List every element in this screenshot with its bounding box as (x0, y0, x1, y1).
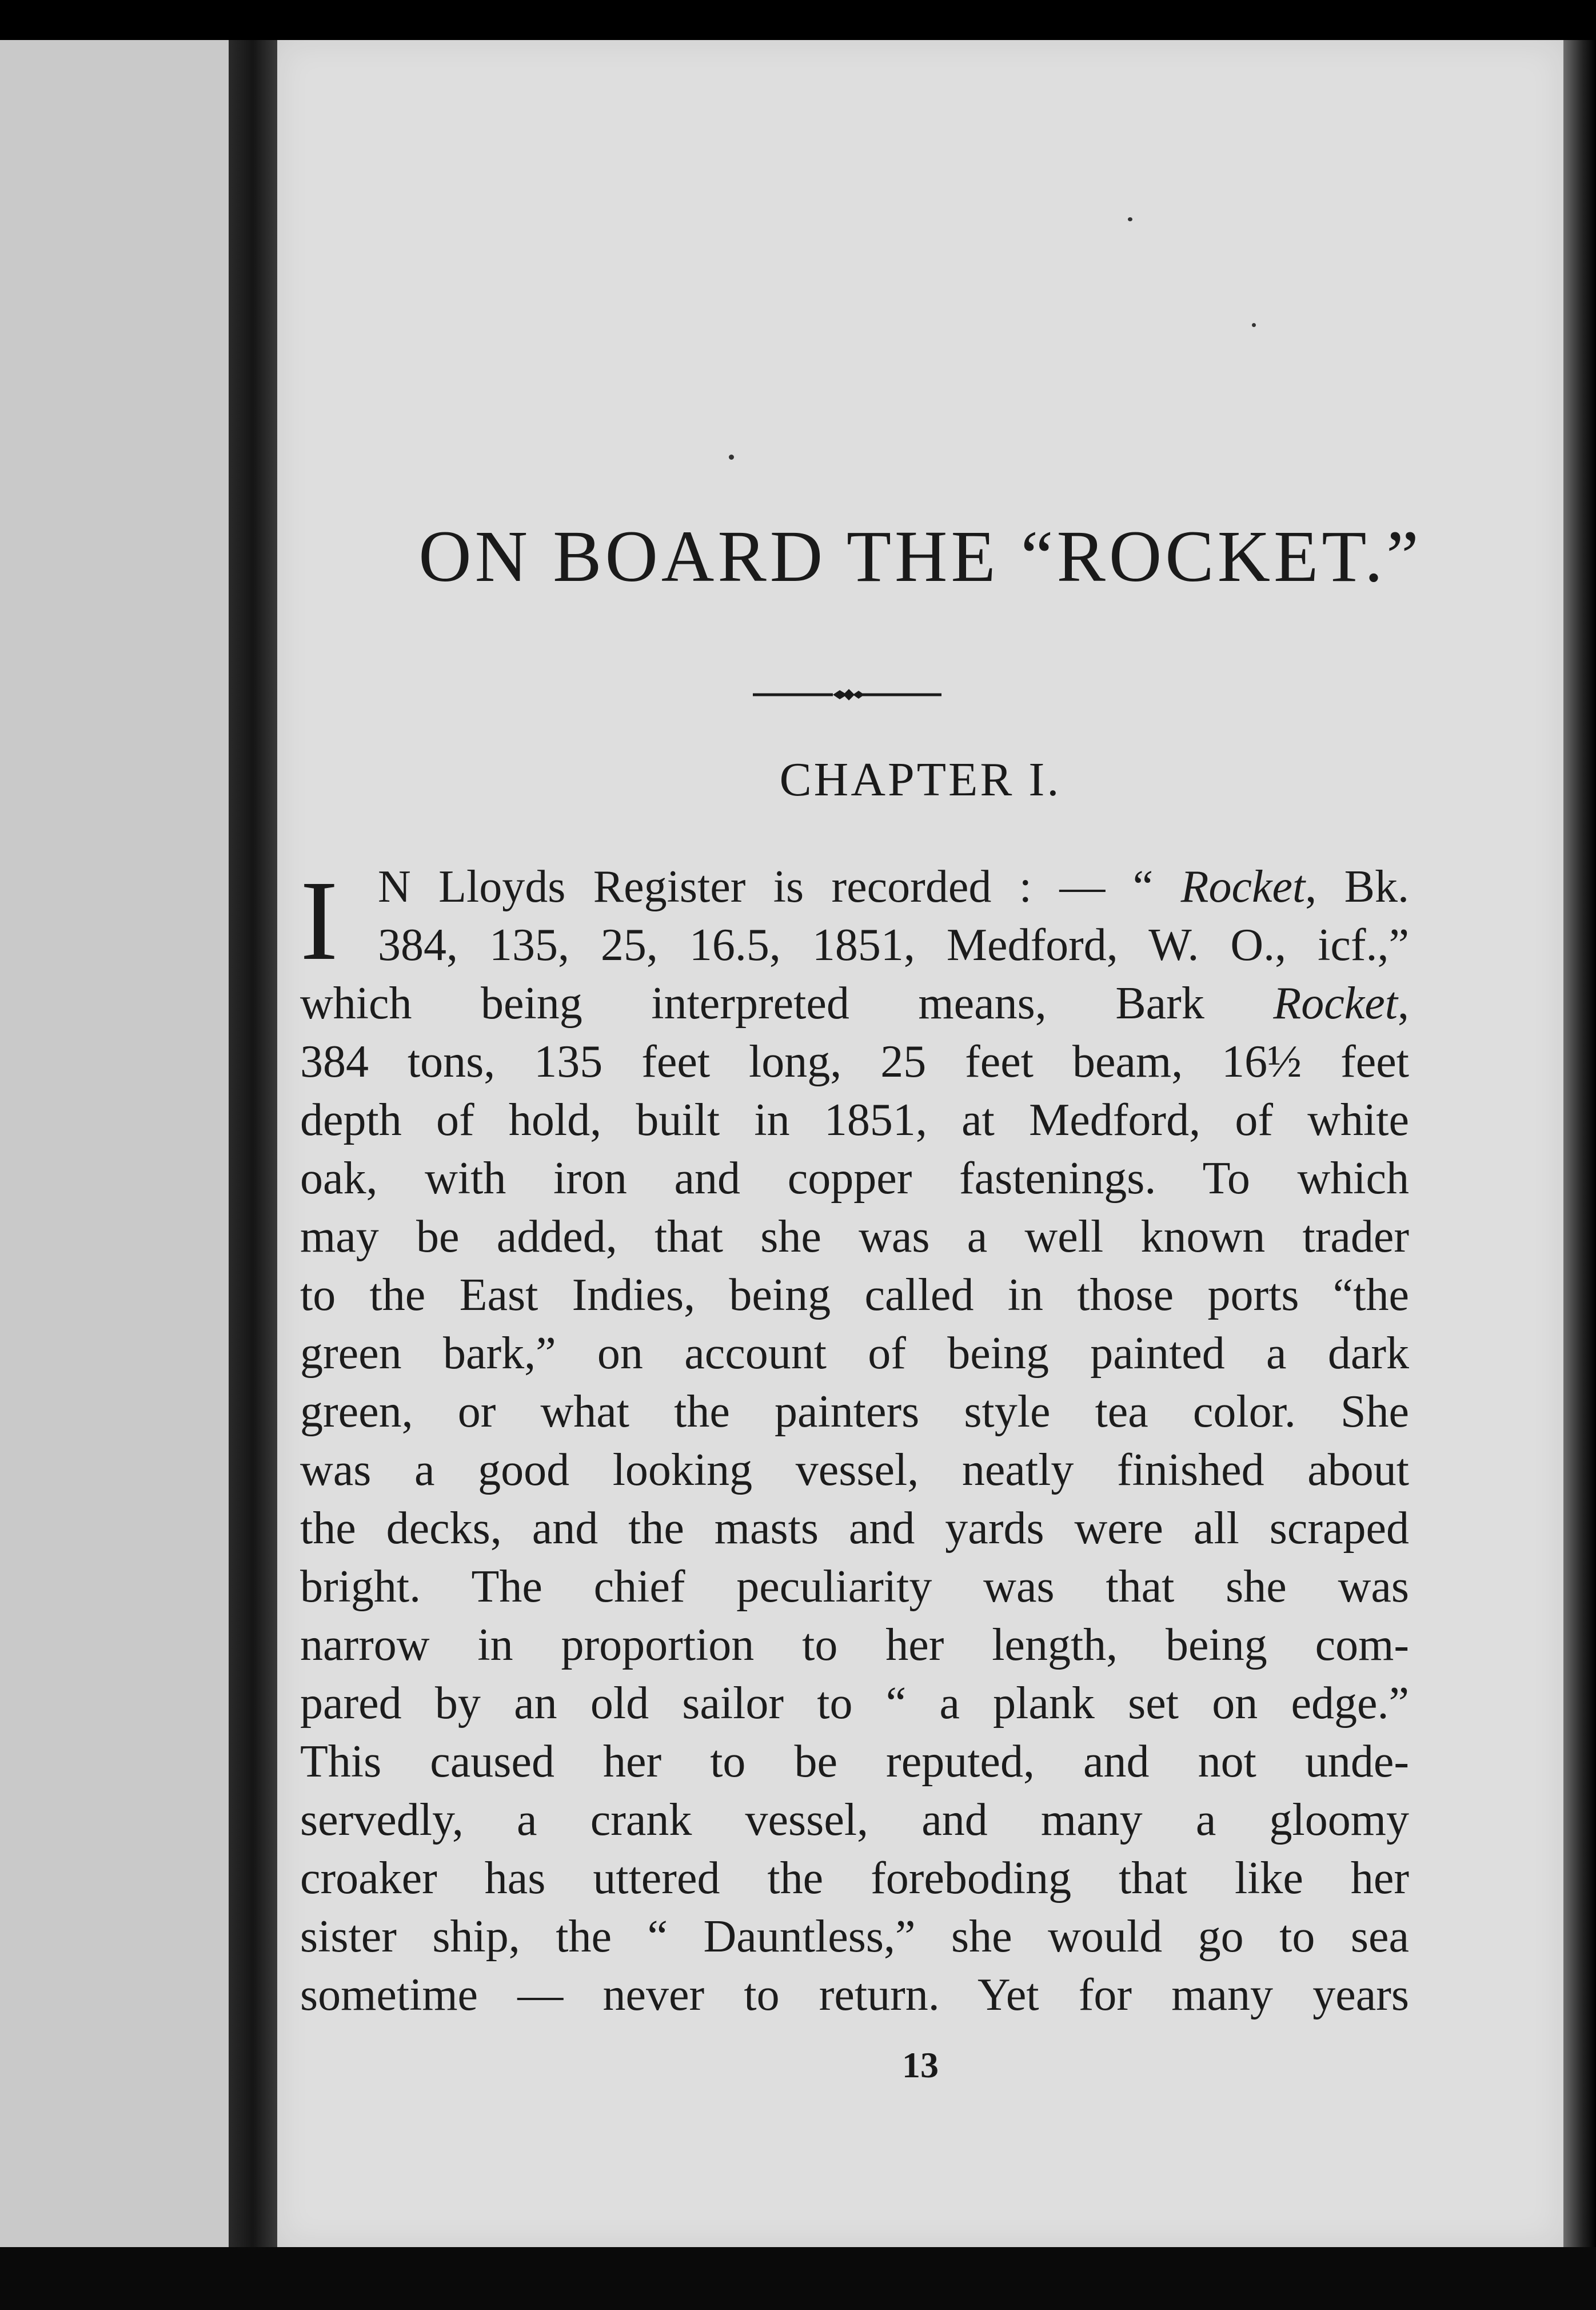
italic-ship-name: Rocket (1273, 978, 1398, 1029)
body-text-line (300, 974, 1409, 1033)
print-speck (1128, 217, 1132, 221)
body-text-line (300, 1791, 1409, 1849)
body-text (300, 858, 1409, 2024)
text-run: sometime — never to return. Yet for many years (300, 1970, 1409, 2020)
text-run: depth of hold, built in 1851, at Medford, of white (300, 1095, 1409, 1145)
text-run: sister ship, the “ Dauntless,” she would go to sea (300, 1911, 1409, 1962)
body-text-line (300, 916, 1409, 974)
text-run: 384 tons, 135 feet long, 25 feet beam, 16½ feet (300, 1037, 1409, 1087)
body-text-line (300, 1208, 1409, 1266)
print-speck (729, 455, 734, 460)
text-run: , Bk. (1305, 862, 1409, 912)
facing-page-edge (0, 40, 229, 2259)
text-run: narrow in proportion to her length, being com- (300, 1620, 1409, 1670)
text-run: 384, 135, 25, 16.5, 1851, Medford, W. O., icf.,” (378, 920, 1409, 970)
body-text-line (300, 1674, 1409, 1732)
text-run: green bark,” on account of being painted a dark (300, 1328, 1409, 1379)
text-run: croaker has uttered the foreboding that like her (300, 1853, 1409, 1903)
text-run: was a good looking vessel, neatly finished about (300, 1445, 1409, 1495)
body-text-line (300, 1033, 1409, 1091)
text-run: N Lloyds Register is recorded : — “ (378, 862, 1181, 912)
text-run: may be added, that she was a well known trader (300, 1212, 1409, 1262)
drop-cap-letter: I (300, 858, 338, 984)
text-run: pared by an old sailor to “ a plank set on edge.” (300, 1678, 1409, 1728)
page-title: ON BOARD THE “ROCKET.” (418, 516, 1422, 597)
body-text-line (300, 1324, 1409, 1383)
text-run: , (1398, 978, 1409, 1029)
body-text-line (300, 1849, 1409, 1907)
page-number: 13 (902, 2045, 939, 2085)
body-text-line (300, 1441, 1409, 1499)
book-gutter-shadow (229, 40, 277, 2259)
text-run: which being interpreted means, Bark (300, 978, 1274, 1029)
body-text-line (300, 1266, 1409, 1324)
body-text-line (300, 1966, 1409, 2024)
body-text-line (300, 1091, 1409, 1149)
text-run: oak, with iron and copper fastenings. To which (300, 1153, 1409, 1204)
text-run: This caused her to be reputed, and not unde- (300, 1737, 1409, 1787)
body-text-line (300, 1616, 1409, 1674)
body-text-line (300, 1558, 1409, 1616)
chapter-heading: CHAPTER I. (779, 753, 1062, 806)
print-speck (1252, 323, 1256, 327)
body-text-line (300, 1499, 1409, 1558)
body-text-line (300, 1732, 1409, 1791)
page-right-edge (1563, 40, 1596, 2259)
text-run: bright. The chief peculiarity was that she was (300, 1562, 1409, 1612)
body-text-line (300, 858, 1409, 916)
body-text-line (300, 1907, 1409, 1966)
text-run: the decks, and the masts and yards were all scraped (300, 1503, 1409, 1554)
text-run: green, or what the painters style tea color. She (300, 1387, 1409, 1437)
scan-bottom-edge (0, 2247, 1596, 2310)
body-text-line (300, 1149, 1409, 1208)
text-run: to the East Indies, being called in those ports “the (300, 1270, 1409, 1320)
book-page (277, 40, 1563, 2247)
title-ornament-divider (753, 683, 941, 706)
italic-ship-name: Rocket (1180, 862, 1306, 912)
body-text-line (300, 1383, 1409, 1441)
text-run: servedly, a crank vessel, and many a gloomy (300, 1795, 1409, 1845)
